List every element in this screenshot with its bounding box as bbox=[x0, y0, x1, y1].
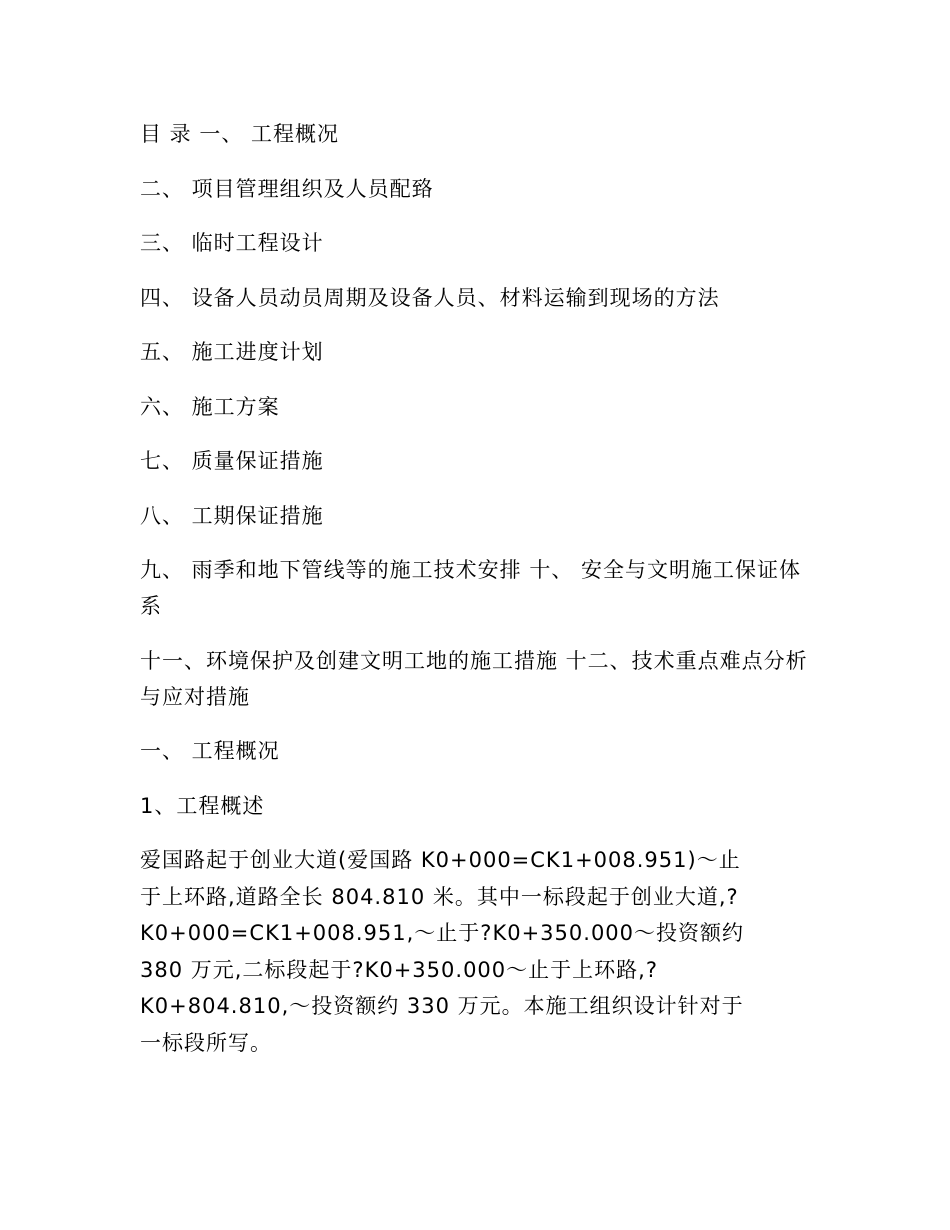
paragraph-line-3: K0+000=CK1+008.951,～止于?K0+350.000～投资额约 bbox=[140, 921, 745, 945]
toc-line-7: 七、 质量保证措施 bbox=[140, 449, 324, 473]
document-page bbox=[140, 116, 812, 1061]
toc-line-6: 六、 施工方案 bbox=[140, 394, 280, 419]
paragraph-line-1: 爱国路起于创业大道(爱国路 K0+000=CK1+008.951)～止 bbox=[140, 848, 741, 872]
section-heading: 一、 工程概况 bbox=[140, 739, 280, 763]
toc-line-1: 目 录 一、 工程概况 bbox=[140, 122, 340, 146]
body-paragraph bbox=[140, 842, 812, 1061]
toc-line-3: 三、 临时工程设计 bbox=[140, 231, 324, 255]
toc-line-2: 二、 项目管理组织及人员配臵 bbox=[140, 176, 434, 201]
paragraph-line-2: 于上环路,道路全长 804.810 米。其中一标段起于创业大道,? bbox=[140, 884, 739, 909]
toc-line-4: 四、 设备人员动员周期及设备人员、材料运输到现场的方法 bbox=[140, 285, 720, 310]
paragraph-line-5: K0+804.810,～投资额约 330 万元。本施工组织设计针对于 bbox=[140, 994, 744, 1018]
toc-line-10: 十一、环境保护及创建文明工地的施工措施 十二、技术重点难点分析与应对措施 bbox=[140, 648, 808, 709]
toc-line-5: 五、 施工进度计划 bbox=[140, 340, 324, 364]
subsection-heading: 1、工程概述 bbox=[140, 793, 265, 818]
toc-line-9: 九、 雨季和地下管线等的施工技术安排 十、 安全与文明施工保证体系 bbox=[140, 558, 802, 618]
paragraph-line-4: 380 万元,二标段起于?K0+350.000～止于上环路,? bbox=[140, 957, 658, 982]
paragraph-line-6: 一标段所写。 bbox=[140, 1030, 272, 1055]
toc-line-8: 八、 工期保证措施 bbox=[140, 503, 324, 528]
